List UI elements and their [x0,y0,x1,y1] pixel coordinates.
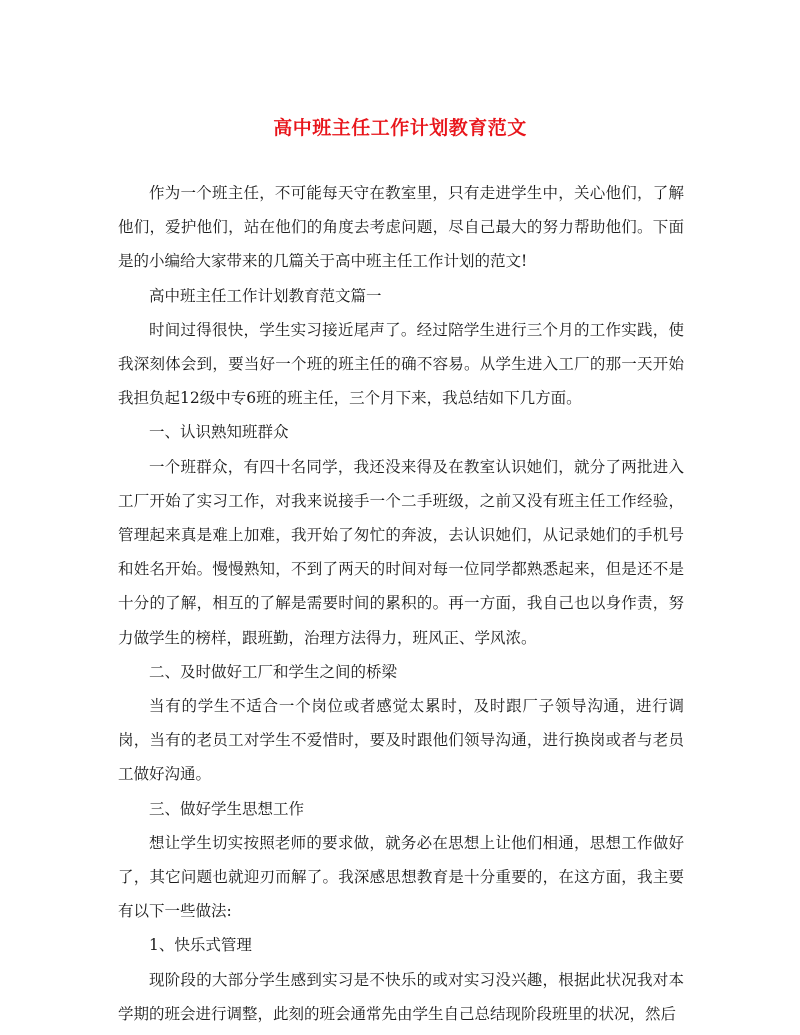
subsection-heading-1: 1、快乐式管理 [149,936,252,955]
section-heading-sample-one: 高中班主任工作计划教育范文篇一 [149,286,382,305]
body-paragraph: 时间过得很快，学生实习接近尾声了。经过陪学生进行三个月的工作实践，使我深刻体会到，要当好一个班的班主任的确不容易。从学生进入工厂的那一天开始我担负起12级中专6班的班主任，三个月下来，我总结如下几方面。 [118,320,684,408]
section-heading-3: 三、做好学生思想工作 [149,799,305,818]
body-paragraph: 现阶段的大部分学生感到实习是不快乐的或对实习没兴趣，根据此状况我对本学期的班会进行调整，此刻的班会通常先由学生自己总结现阶段班里的状况，然后 [118,970,684,1023]
intro-paragraph: 作为一个班主任，不可能每天守在教室里，只有走进学生中，关心他们，了解他们，爱护他们，站在他们的角度去考虑问题，尽自己最大的努力帮助他们。下面是的小编给大家带来的几篇关于高中班主任工作计划的范文! [118,184,684,271]
section-heading-2: 二、及时做好工厂和学生之间的桥梁 [149,662,398,681]
body-paragraph: 想让学生切实按照老师的要求做，就务必在思想上让他们相通，思想工作做好了，其它问题也就迎刃而解了。我深感思想教育是十分重要的，在这方面，我主要有以下一些做法: [118,833,684,921]
body-paragraph: 一个班群众，有四十名同学，我还没来得及在教室认识她们，就分了两批进入工厂开始了实习工作，对我来说接手一个二手班级，之前又没有班主任工作经验，管理起来真是难上加难，我开始了匆忙的奔波，去认识她们，从记录她们的手机号和姓名开始。慢慢熟知，不到了两天的时间对每一位同学都熟悉起来，但是还不是十分的了解，相互的了解是需要时间的累积的。再一方面，我自己也以身作责，努力做学生的榜样，跟班勤，治理方法得力，班风正、学风浓。 [118,457,684,647]
section-heading-1: 一、认识熟知班群众 [149,423,289,442]
document-body [118,176,684,1031]
body-paragraph: 当有的学生不适合一个岗位或者感觉太累时，及时跟厂子领导沟通，进行调岗，当有的老员工对学生不爱惜时，要及时跟他们领导沟通，进行换岗或者与老员工做好沟通。 [118,697,684,784]
document-title: 高中班主任工作计划教育范文 [273,117,527,139]
